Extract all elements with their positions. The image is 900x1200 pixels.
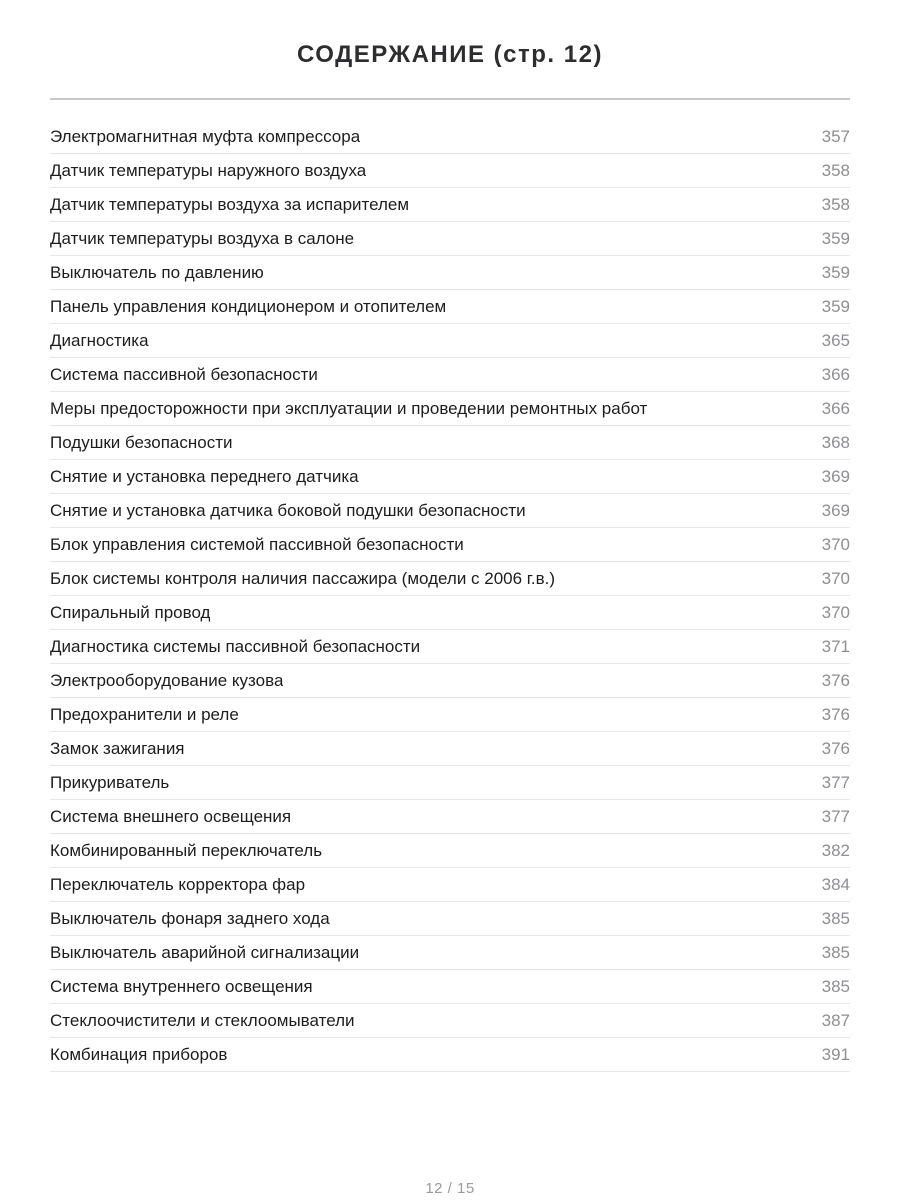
toc-entry-page-number: 376 <box>821 704 850 724</box>
toc-entry-page-number: 357 <box>821 126 850 146</box>
toc-row[interactable] <box>50 868 850 902</box>
toc-entry-page-number: 385 <box>821 908 850 928</box>
toc-row[interactable] <box>50 494 850 528</box>
toc-entry-label: Стеклоочистители и стеклоомыватели <box>50 1010 355 1030</box>
toc-entry-label: Снятие и установка переднего датчика <box>50 466 359 486</box>
toc-entry-label: Спиральный провод <box>50 602 211 622</box>
toc-row[interactable] <box>50 222 850 256</box>
toc-row[interactable] <box>50 562 850 596</box>
toc-entry-label: Система внешнего освещения <box>50 806 292 826</box>
toc-row[interactable] <box>50 460 850 494</box>
toc-entry-page-number: 385 <box>821 976 850 996</box>
toc-entry-page-number: 366 <box>821 398 850 418</box>
toc-entry-page-number: 391 <box>821 1044 850 1064</box>
toc-entry-label: Блок управления системой пассивной безопасности <box>50 534 464 554</box>
toc-entry-label: Выключатель фонаря заднего хода <box>50 908 330 928</box>
toc-entry-label: Комбинированный переключатель <box>50 840 323 860</box>
toc-entry-label: Переключатель корректора фар <box>50 874 306 894</box>
toc-entry-page-number: 387 <box>821 1010 850 1030</box>
toc-entry-page-number: 385 <box>821 942 850 962</box>
toc-entry-page-number: 358 <box>821 160 850 180</box>
toc-list <box>50 120 850 1072</box>
toc-entry-label: Диагностика системы пассивной безопасности <box>50 636 421 656</box>
toc-entry-page-number: 368 <box>821 432 850 452</box>
toc-row[interactable] <box>50 324 850 358</box>
header-divider <box>50 98 850 100</box>
toc-row[interactable] <box>50 936 850 970</box>
toc-entry-page-number: 359 <box>821 262 850 282</box>
toc-entry-page-number: 370 <box>821 568 850 588</box>
toc-entry-page-number: 370 <box>821 534 850 554</box>
toc-entry-label: Электромагнитная муфта компрессора <box>50 126 361 146</box>
toc-entry-page-number: 365 <box>821 330 850 350</box>
toc-row[interactable] <box>50 120 850 154</box>
toc-entry-page-number: 370 <box>821 602 850 622</box>
toc-entry-label: Прикуриватель <box>50 772 170 792</box>
toc-entry-label: Блок системы контроля наличия пассажира (модели с 2006 г.в.) <box>50 568 556 588</box>
toc-entry-label: Система пассивной безопасности <box>50 364 318 384</box>
toc-row[interactable] <box>50 732 850 766</box>
toc-entry-page-number: 358 <box>821 194 850 214</box>
toc-entry-label: Подушки безопасности <box>50 432 233 452</box>
toc-entry-page-number: 384 <box>821 874 850 894</box>
toc-entry-label: Выключатель по давлению <box>50 262 264 282</box>
toc-entry-label: Датчик температуры наружного воздуха <box>50 160 367 180</box>
toc-row[interactable] <box>50 290 850 324</box>
toc-entry-page-number: 382 <box>821 840 850 860</box>
toc-row[interactable] <box>50 392 850 426</box>
toc-row[interactable] <box>50 664 850 698</box>
toc-entry-page-number: 369 <box>821 500 850 520</box>
toc-entry-page-number: 369 <box>821 466 850 486</box>
toc-entry-label: Датчик температуры воздуха в салоне <box>50 228 355 248</box>
toc-entry-page-number: 371 <box>821 636 850 656</box>
toc-row[interactable] <box>50 1038 850 1072</box>
toc-entry-page-number: 377 <box>821 772 850 792</box>
toc-row[interactable] <box>50 596 850 630</box>
toc-entry-label: Электрооборудование кузова <box>50 670 284 690</box>
toc-entry-label: Панель управления кондиционером и отопителем <box>50 296 447 316</box>
toc-entry-label: Предохранители и реле <box>50 704 239 724</box>
toc-row[interactable] <box>50 154 850 188</box>
toc-entry-label: Меры предосторожности при эксплуатации и проведении ремонтных работ <box>50 398 648 418</box>
page-indicator: 12 / 15 <box>425 1180 475 1197</box>
toc-row[interactable] <box>50 970 850 1004</box>
toc-entry-label: Комбинация приборов <box>50 1044 228 1064</box>
toc-row[interactable] <box>50 800 850 834</box>
toc-entry-page-number: 359 <box>821 296 850 316</box>
toc-entry-label: Снятие и установка датчика боковой подушки безопасности <box>50 500 526 520</box>
toc-entry-label: Датчик температуры воздуха за испарителем <box>50 194 410 214</box>
toc-row[interactable] <box>50 1004 850 1038</box>
toc-row[interactable] <box>50 766 850 800</box>
toc-row[interactable] <box>50 834 850 868</box>
toc-entry-page-number: 376 <box>821 670 850 690</box>
toc-entry-page-number: 359 <box>821 228 850 248</box>
toc-entry-label: Система внутреннего освещения <box>50 976 313 996</box>
toc-entry-label: Замок зажигания <box>50 738 185 758</box>
toc-entry-label: Выключатель аварийной сигнализации <box>50 942 360 962</box>
toc-row[interactable] <box>50 188 850 222</box>
toc-row[interactable] <box>50 256 850 290</box>
toc-page <box>0 40 900 1200</box>
page-title: СОДЕРЖАНИЕ (стр. 12) <box>297 41 603 68</box>
toc-row[interactable] <box>50 358 850 392</box>
toc-row[interactable] <box>50 902 850 936</box>
toc-entry-page-number: 366 <box>821 364 850 384</box>
toc-entry-page-number: 376 <box>821 738 850 758</box>
toc-row[interactable] <box>50 426 850 460</box>
toc-row[interactable] <box>50 630 850 664</box>
toc-row[interactable] <box>50 528 850 562</box>
toc-row[interactable] <box>50 698 850 732</box>
toc-entry-label: Диагностика <box>50 330 149 350</box>
toc-entry-page-number: 377 <box>821 806 850 826</box>
